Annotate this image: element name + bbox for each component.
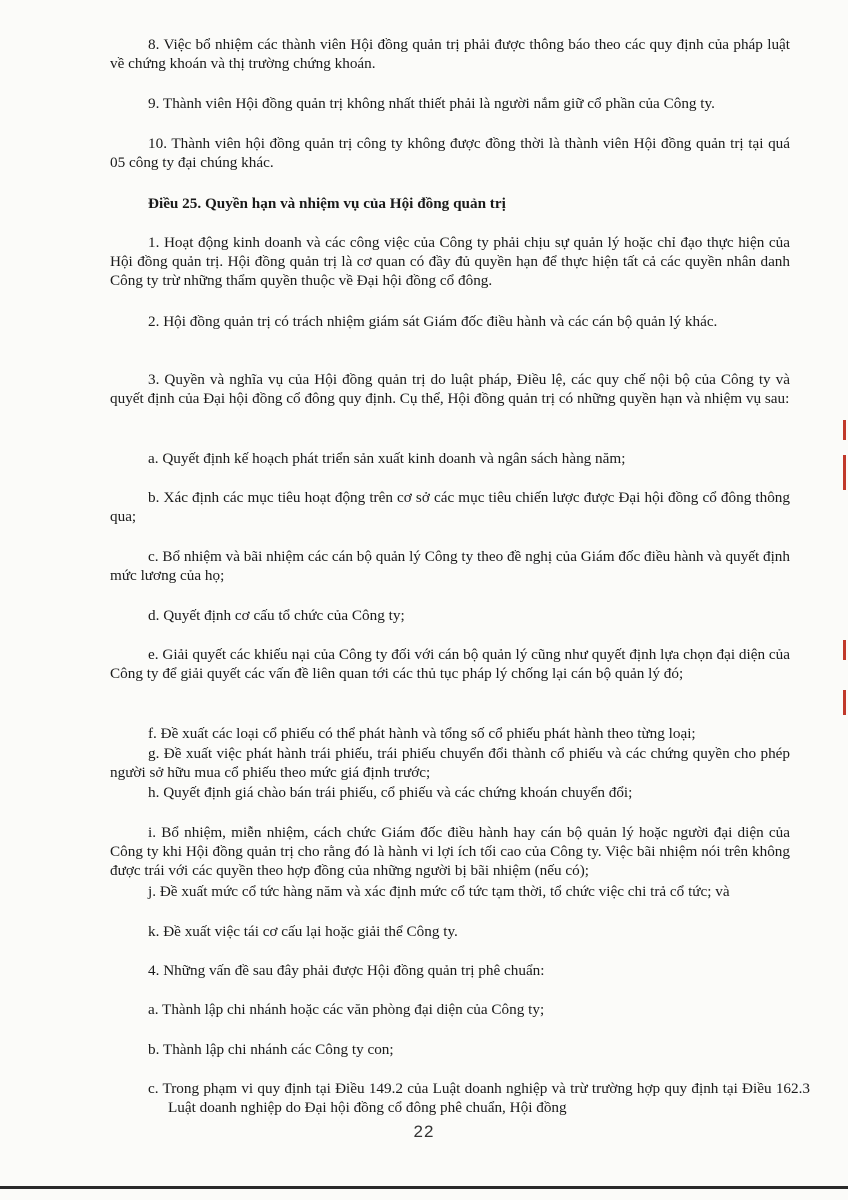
item-3c: c. Bổ nhiệm và bãi nhiệm các cán bộ quản lý Công ty theo đề nghị của Giám đốc điều hành và quyết định mức lương của họ; [110,548,790,584]
item-4c: c. Trong phạm vi quy định tại Điều 149.2 của Luật doanh nghiệp và trừ trường hợp quy định tại Điều 162.3 Luật doanh nghiệp do Đại hội đồng cổ đông phê chuẩn, Hội đồng [148,1080,810,1116]
scan-edge-mark [843,420,846,440]
scan-edge-mark [843,690,846,715]
item-3e: e. Giải quyết các khiếu nại của Công ty đối với cán bộ quản lý cũng như quyết định lựa chọn đại diện của Công ty để giải quyết các vấn đề liên quan tới các thủ tục pháp lý chống lại cán bộ quản lý đó; [110,646,790,682]
item-3k: k. Đề xuất việc tái cơ cấu lại hoặc giải thể Công ty. [148,923,458,940]
item-3g: g. Đề xuất việc phát hành trái phiếu, trái phiếu chuyển đổi thành cổ phiếu và các chứng quyền cho phép người sở hữu mua cổ phiếu theo mức giá định trước; [110,745,790,781]
clause-9: 9. Thành viên Hội đồng quản trị không nhất thiết phải là người nắm giữ cổ phần của Công ty. [148,95,715,112]
article-25-item-4: 4. Những vấn đề sau đây phải được Hội đồng quản trị phê chuẩn: [148,962,545,979]
item-3a: a. Quyết định kế hoạch phát triển sản xuất kinh doanh và ngân sách hàng năm; [148,450,626,467]
article-25-item-1: 1. Hoạt động kinh doanh và các công việc của Công ty phải chịu sự quản lý hoặc chỉ đạo thực hiện của Hội đồng quản trị. Hội đồng quản trị là cơ quan có đầy đủ quyền hạn để thực hiện tất cả các quyền nhân danh Công ty trừ những thẩm quyền thuộc về Đại hội đồng cổ đông. [110,234,790,289]
clause-10: 10. Thành viên hội đồng quản trị công ty không được đồng thời là thành viên Hội đồng quản trị tại quá 05 công ty đại chúng khác. [110,135,790,171]
item-3h: h. Quyết định giá chào bán trái phiếu, cổ phiếu và các chứng khoán chuyển đổi; [148,784,633,801]
scan-edge-mark [843,640,846,660]
item-4a: a. Thành lập chi nhánh hoặc các văn phòng đại diện của Công ty; [148,1001,545,1018]
scan-bottom-edge [0,1186,848,1189]
item-3i: i. Bổ nhiệm, miễn nhiệm, cách chức Giám đốc điều hành hay cán bộ quản lý hoặc người đại diện của Công ty khi Hội đồng quản trị cho rằng đó là hành vi lợi ích tối cao của Công ty. Việc bãi nhiệm nói trên không được trái với các quyền theo hợp đồng của những người bị bãi nhiệm (nếu có); [110,824,790,879]
article-25-item-2: 2. Hội đồng quản trị có trách nhiệm giám sát Giám đốc điều hành và các cán bộ quản lý khác. [148,313,718,330]
clause-8: 8. Việc bổ nhiệm các thành viên Hội đồng quản trị phải được thông báo theo các quy định của pháp luật về chứng khoán và thị trường chứng khoán. [110,36,790,72]
scan-edge-mark [843,455,846,490]
article-25-item-3: 3. Quyền và nghĩa vụ của Hội đồng quản trị do luật pháp, Điều lệ, các quy chế nội bộ của Công ty và quyết định của Đại hội đồng cổ đông quy định. Cụ thể, Hội đồng quản trị có những quyền hạn và nhiệm vụ sau: [110,371,790,407]
item-3f: f. Đề xuất các loại cổ phiếu có thể phát hành và tổng số cổ phiếu phát hành theo từng loại; [148,725,696,742]
item-3d: d. Quyết định cơ cấu tổ chức của Công ty; [148,607,405,624]
item-3j: j. Đề xuất mức cổ tức hàng năm và xác định mức cổ tức tạm thời, tổ chức việc chi trả cổ tức; và [148,883,730,900]
page-number: 22 [413,1122,435,1141]
item-4b: b. Thành lập chi nhánh các Công ty con; [148,1041,394,1058]
article-25-heading: Điều 25. Quyền hạn và nhiệm vụ của Hội đồng quản trị [148,195,506,212]
item-3b: b. Xác định các mục tiêu hoạt động trên cơ sở các mục tiêu chiến lược được Đại hội đồng cổ đông thông qua; [110,489,790,525]
